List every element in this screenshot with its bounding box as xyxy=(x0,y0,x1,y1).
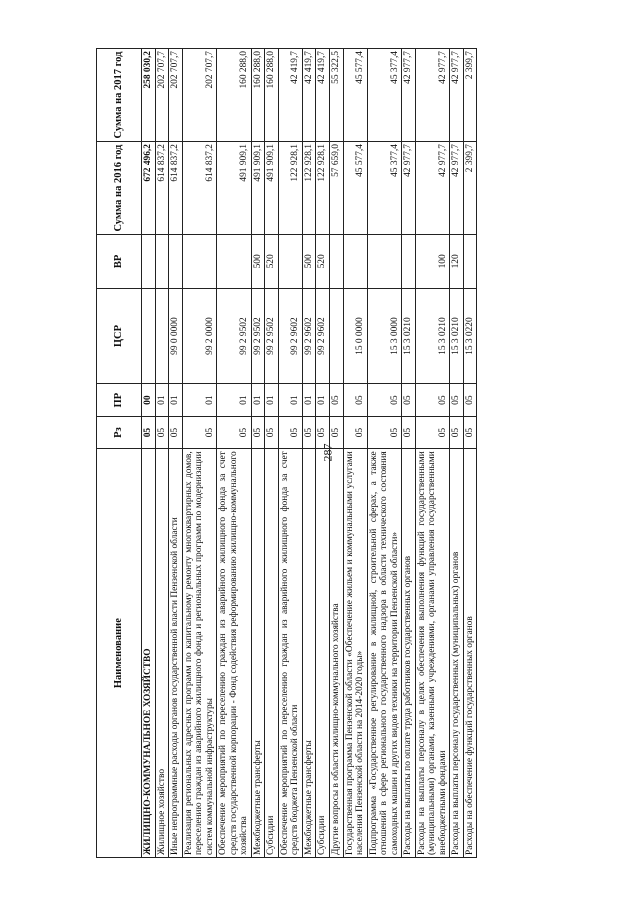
row-csr: 99 2 9502 xyxy=(265,288,279,384)
row-pr: 01 xyxy=(316,384,330,416)
row-name: ЖИЛИЩНО-КОММУНАЛЬНОЕ ХОЗЯЙСТВО xyxy=(142,449,156,858)
row-name: Иные непрограммные расходы органов государственной власти Пензенской области xyxy=(169,449,183,858)
table-row xyxy=(415,49,450,858)
row-pr: 05 xyxy=(463,384,477,416)
row-sum-2017: 160 288,0 xyxy=(217,49,252,142)
row-sum-2017: 258 030,2 xyxy=(142,49,156,142)
row-sum-2016: 122 928,1 xyxy=(278,142,302,235)
table-row xyxy=(402,49,416,858)
table-row xyxy=(329,49,343,858)
row-vr xyxy=(402,235,416,289)
row-pr: 01 xyxy=(169,384,183,416)
row-sum-2017: 42 977,7 xyxy=(402,49,416,142)
row-sum-2017: 160 288,0 xyxy=(251,49,265,142)
row-pr: 01 xyxy=(302,384,316,416)
row-pr: 05 xyxy=(367,384,402,416)
header-vr: ВР xyxy=(97,235,142,289)
row-pr: 05 xyxy=(450,384,464,416)
header-sum-2017: Сумма на 2017 год xyxy=(97,49,142,142)
row-vr xyxy=(463,235,477,289)
row-name: Субсидии xyxy=(316,449,330,858)
table-row xyxy=(316,49,330,858)
row-sum-2017: 202 707,7 xyxy=(155,49,169,142)
row-sum-2016: 45 577,4 xyxy=(343,142,367,235)
row-sum-2016: 614 837,2 xyxy=(169,142,183,235)
table-row xyxy=(142,49,156,858)
row-sum-2016: 614 837,2 xyxy=(155,142,169,235)
row-vr: 500 xyxy=(251,235,265,289)
row-rz: 05 xyxy=(265,416,279,448)
row-csr: 15 3 0210 xyxy=(402,288,416,384)
row-sum-2017: 42 419,7 xyxy=(316,49,330,142)
row-csr: 15 3 0000 xyxy=(367,288,402,384)
row-csr: 99 2 0000 xyxy=(182,288,217,384)
row-sum-2016: 42 977,7 xyxy=(450,142,464,235)
row-vr xyxy=(278,235,302,289)
row-csr: 15 0 0000 xyxy=(343,288,367,384)
row-pr: 05 xyxy=(415,384,450,416)
row-vr xyxy=(142,235,156,289)
row-rz: 05 xyxy=(343,416,367,448)
row-pr: 05 xyxy=(329,384,343,416)
budget-table xyxy=(96,48,477,858)
row-name: Расходы на обеспечение функций государственных органов xyxy=(463,449,477,858)
table-row xyxy=(463,49,477,858)
row-name: Обеспечение мероприятий по переселению граждан из аварийного жилищного фонда за счет средств бюджета Пензенской области xyxy=(278,449,302,858)
table-row xyxy=(302,49,316,858)
row-vr xyxy=(217,235,252,289)
row-rz: 05 xyxy=(402,416,416,448)
row-sum-2017: 160 288,0 xyxy=(265,49,279,142)
row-vr xyxy=(182,235,217,289)
row-csr: 99 2 9602 xyxy=(316,288,330,384)
row-rz: 05 xyxy=(463,416,477,448)
row-name: Субсидии xyxy=(265,449,279,858)
row-vr xyxy=(155,235,169,289)
row-rz: 05 xyxy=(450,416,464,448)
row-pr: 05 xyxy=(402,384,416,416)
row-csr: 99 2 9502 xyxy=(217,288,252,384)
row-vr: 120 xyxy=(450,235,464,289)
row-sum-2017: 45 377,4 xyxy=(367,49,402,142)
row-vr: 100 xyxy=(415,235,450,289)
row-name: Другие вопросы в области жилищно-коммунального хозяйства xyxy=(329,449,343,858)
row-sum-2016: 42 977,7 xyxy=(415,142,450,235)
row-sum-2016: 614 837,2 xyxy=(182,142,217,235)
row-name: Обеспечение мероприятий по переселению граждан из аварийного жилищного фонда за счет средств государственной корпорации - Фонд содействия реформированию жилищно-коммунального хозяйства xyxy=(217,449,252,858)
row-pr: 01 xyxy=(182,384,217,416)
page-number: 287 xyxy=(320,443,335,462)
row-csr: 99 2 9602 xyxy=(278,288,302,384)
row-name: Подпрограмма «Государственное регулирование в жилищной, строительной сферах, а также отношений в сфере регионального государственного надзора в области технического состояния самоходных машин и других видов техники на территории Пензенской области» xyxy=(367,449,402,858)
row-rz: 05 xyxy=(169,416,183,448)
row-vr xyxy=(169,235,183,289)
row-sum-2016: 122 928,1 xyxy=(316,142,330,235)
row-vr xyxy=(343,235,367,289)
row-name: Жилищное хозяйство xyxy=(155,449,169,858)
table-row xyxy=(182,49,217,858)
row-pr: 01 xyxy=(155,384,169,416)
row-rz: 05 xyxy=(302,416,316,448)
row-rz: 05 xyxy=(278,416,302,448)
table-row xyxy=(278,49,302,858)
table-row xyxy=(343,49,367,858)
row-rz: 05 xyxy=(142,416,156,448)
header-pr: ПР xyxy=(97,384,142,416)
table-row xyxy=(251,49,265,858)
row-csr xyxy=(155,288,169,384)
row-rz: 05 xyxy=(217,416,252,448)
table-row xyxy=(169,49,183,858)
row-pr: 01 xyxy=(278,384,302,416)
row-pr: 01 xyxy=(217,384,252,416)
row-sum-2016: 672 496,2 xyxy=(142,142,156,235)
row-sum-2016: 491 909,1 xyxy=(217,142,252,235)
row-vr xyxy=(367,235,402,289)
row-rz: 05 xyxy=(155,416,169,448)
header-sum-2016: Сумма на 2016 год xyxy=(97,142,142,235)
row-csr xyxy=(142,288,156,384)
row-csr: 15 3 0210 xyxy=(450,288,464,384)
table-row xyxy=(450,49,464,858)
row-sum-2016: 57 659,0 xyxy=(329,142,343,235)
row-sum-2016: 2 399,7 xyxy=(463,142,477,235)
row-vr: 500 xyxy=(302,235,316,289)
row-sum-2017: 45 577,4 xyxy=(343,49,367,142)
row-rz: 05 xyxy=(251,416,265,448)
row-sum-2017: 42 419,7 xyxy=(302,49,316,142)
table-header-row xyxy=(97,49,142,858)
row-name: Государственная программа Пензенской области «Обеспечение жильем и коммунальными услугами населения Пензенской области на 2014-2020 годы» xyxy=(343,449,367,858)
row-rz: 05 xyxy=(415,416,450,448)
row-pr: 01 xyxy=(265,384,279,416)
row-name: Расходы на выплаты персоналу государственных (муниципальных) органов xyxy=(450,449,464,858)
row-rz: 05 xyxy=(182,416,217,448)
row-sum-2017: 42 419,7 xyxy=(278,49,302,142)
header-name: Наименование xyxy=(97,449,142,858)
row-sum-2016: 45 377,4 xyxy=(367,142,402,235)
row-vr: 520 xyxy=(316,235,330,289)
row-csr: 15 3 0220 xyxy=(463,288,477,384)
table-row xyxy=(217,49,252,858)
row-sum-2017: 202 707,7 xyxy=(169,49,183,142)
row-csr: 99 0 0000 xyxy=(169,288,183,384)
row-name: Расходы на выплаты персоналу в целях обеспечения выполнения функций государственными (муниципальными) органами, казенными учреждениями, органами управления государственными внебюджетными фондами xyxy=(415,449,450,858)
row-sum-2016: 122 928,1 xyxy=(302,142,316,235)
row-rz: 05 xyxy=(367,416,402,448)
row-rz: 05 xyxy=(329,416,343,448)
row-sum-2016: 42 977,7 xyxy=(402,142,416,235)
row-sum-2017: 202 707,7 xyxy=(182,49,217,142)
row-pr: 00 xyxy=(142,384,156,416)
row-vr xyxy=(329,235,343,289)
row-sum-2017: 42 977,7 xyxy=(415,49,450,142)
row-vr: 520 xyxy=(265,235,279,289)
header-csr: ЦСР xyxy=(97,288,142,384)
row-csr: 99 2 9502 xyxy=(251,288,265,384)
row-sum-2016: 491 909,1 xyxy=(265,142,279,235)
table-row xyxy=(265,49,279,858)
table-row xyxy=(367,49,402,858)
row-sum-2016: 491 909,1 xyxy=(251,142,265,235)
row-pr: 05 xyxy=(343,384,367,416)
row-sum-2017: 42 977,7 xyxy=(450,49,464,142)
row-name: Межбюджетные трансферты xyxy=(302,449,316,858)
header-rz: Рз xyxy=(97,416,142,448)
row-name: Реализация региональных адресных программ по капитальному ремонту многоквартирных домов, переселению граждан из аварийного жилищного фонда и региональных программ по модернизации систем коммунальной инфраструктуры xyxy=(182,449,217,858)
row-name: Расходы на выплаты по оплате труда работников государственных органов xyxy=(402,449,416,858)
row-csr xyxy=(329,288,343,384)
row-csr: 15 3 0210 xyxy=(415,288,450,384)
row-rz: 05 xyxy=(316,416,330,448)
row-pr: 01 xyxy=(251,384,265,416)
row-sum-2017: 55 322,5 xyxy=(329,49,343,142)
row-csr: 99 2 9602 xyxy=(302,288,316,384)
row-sum-2017: 2 399,7 xyxy=(463,49,477,142)
table-row xyxy=(155,49,169,858)
row-name: Межбюджетные трансферты xyxy=(251,449,265,858)
rotated-table-container xyxy=(96,48,532,858)
